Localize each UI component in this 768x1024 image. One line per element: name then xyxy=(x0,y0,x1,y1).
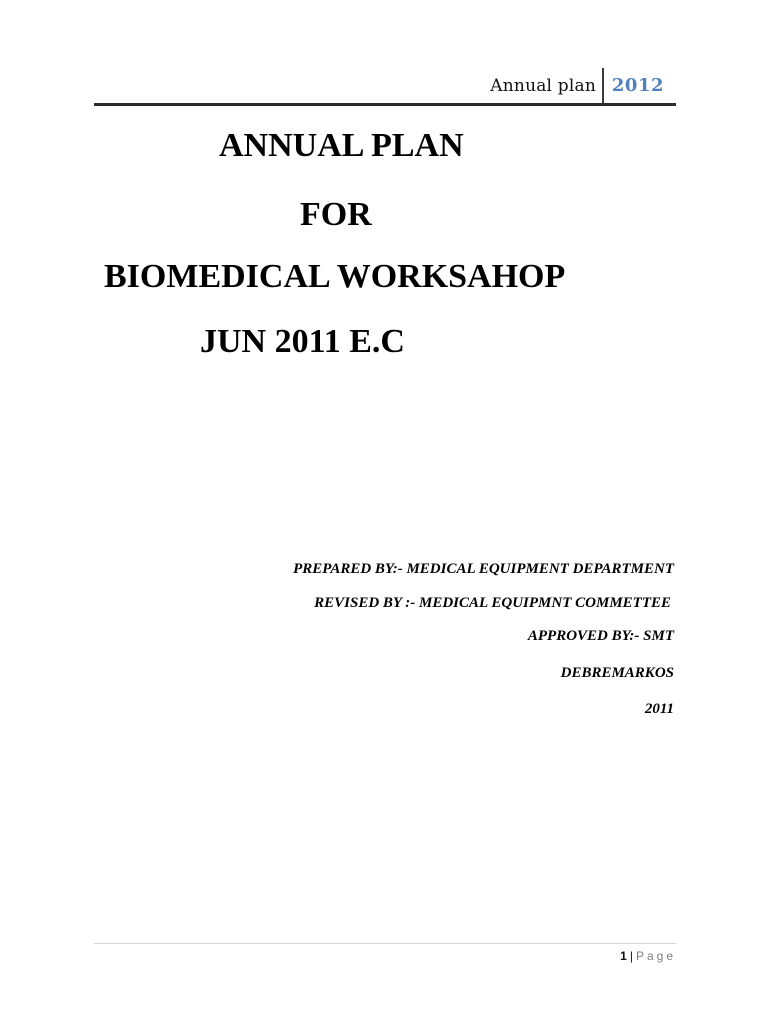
title-annual-plan: ANNUAL PLAN xyxy=(219,127,464,164)
header-rule xyxy=(94,103,676,106)
footer-separator: | xyxy=(629,949,633,963)
page-footer xyxy=(620,949,676,963)
title-date: JUN 2011 E.C xyxy=(200,323,405,360)
header-year: 2012 xyxy=(611,75,664,96)
page-label: Page xyxy=(635,949,676,963)
credit-approved-by: APPROVED BY:- SMT xyxy=(527,628,674,644)
credit-prepared-by: PREPARED BY:- MEDICAL EQUIPMENT DEPARTMENT xyxy=(293,561,674,577)
credit-year: 2011 xyxy=(644,701,674,717)
header-separator xyxy=(602,68,604,103)
title-workshop: BIOMEDICAL WORKSAHOP xyxy=(104,258,566,295)
page-number: 1 xyxy=(620,949,627,963)
title-for: FOR xyxy=(300,196,372,233)
header-title: Annual plan xyxy=(490,76,596,96)
page-header xyxy=(94,66,676,106)
credit-location: DEBREMARKOS xyxy=(560,665,674,681)
footer-rule xyxy=(94,943,676,944)
credit-revised-by: REVISED BY :- MEDICAL EQUIPMNT COMMETTEE xyxy=(314,595,671,611)
